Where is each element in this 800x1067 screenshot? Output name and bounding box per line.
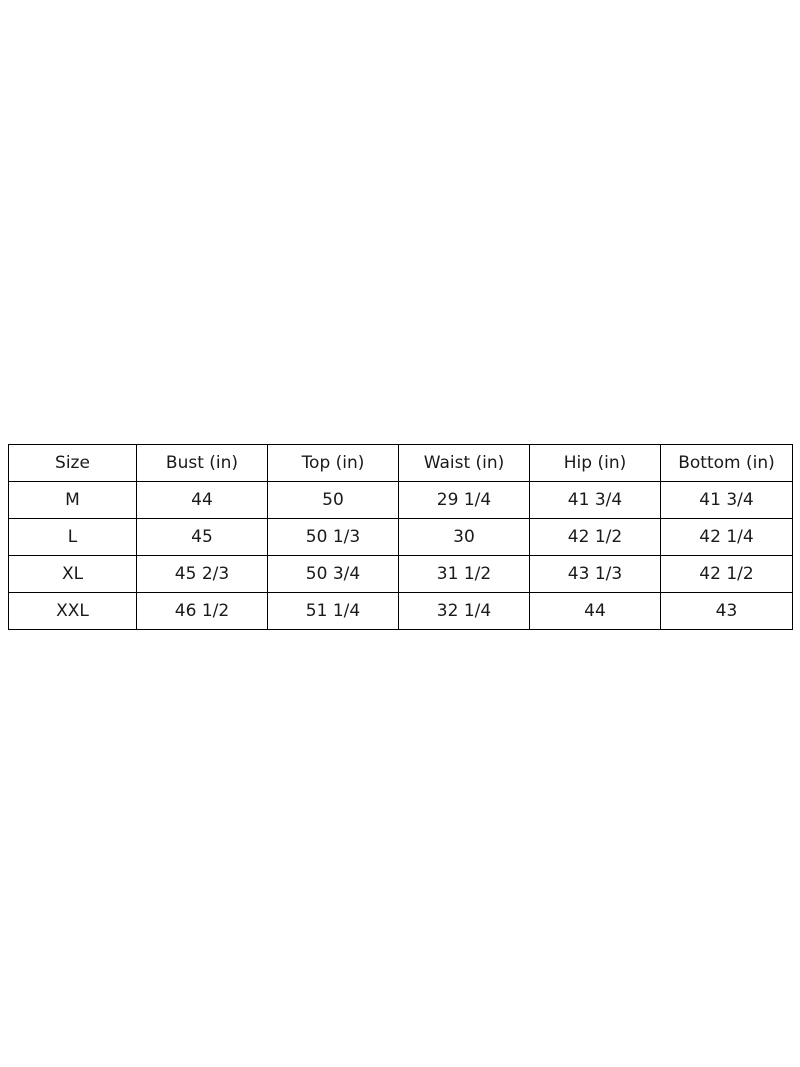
cell-top: 50 1/3 (268, 519, 399, 556)
cell-size: XXL (9, 593, 137, 630)
cell-bottom: 43 (661, 593, 793, 630)
cell-waist: 29 1/4 (399, 482, 530, 519)
cell-bottom: 41 3/4 (661, 482, 793, 519)
table-row (9, 519, 793, 556)
column-header-top: Top (in) (268, 445, 399, 482)
cell-size: L (9, 519, 137, 556)
cell-bottom: 42 1/4 (661, 519, 793, 556)
cell-hip: 41 3/4 (530, 482, 661, 519)
column-header-bust: Bust (in) (137, 445, 268, 482)
table-body (9, 482, 793, 630)
cell-top: 50 3/4 (268, 556, 399, 593)
cell-hip: 44 (530, 593, 661, 630)
cell-top: 50 (268, 482, 399, 519)
column-header-waist: Waist (in) (399, 445, 530, 482)
cell-size: M (9, 482, 137, 519)
cell-bust: 45 (137, 519, 268, 556)
column-header-size: Size (9, 445, 137, 482)
cell-bottom: 42 1/2 (661, 556, 793, 593)
cell-top: 51 1/4 (268, 593, 399, 630)
cell-bust: 44 (137, 482, 268, 519)
column-header-hip: Hip (in) (530, 445, 661, 482)
table-row (9, 482, 793, 519)
column-header-bottom: Bottom (in) (661, 445, 793, 482)
size-chart-container (8, 444, 792, 630)
size-chart-table (8, 444, 793, 630)
cell-bust: 46 1/2 (137, 593, 268, 630)
cell-size: XL (9, 556, 137, 593)
table-row (9, 593, 793, 630)
table-header-row (9, 445, 793, 482)
cell-waist: 32 1/4 (399, 593, 530, 630)
cell-waist: 30 (399, 519, 530, 556)
cell-waist: 31 1/2 (399, 556, 530, 593)
cell-bust: 45 2/3 (137, 556, 268, 593)
cell-hip: 43 1/3 (530, 556, 661, 593)
cell-hip: 42 1/2 (530, 519, 661, 556)
table-header (9, 445, 793, 482)
table-row (9, 556, 793, 593)
